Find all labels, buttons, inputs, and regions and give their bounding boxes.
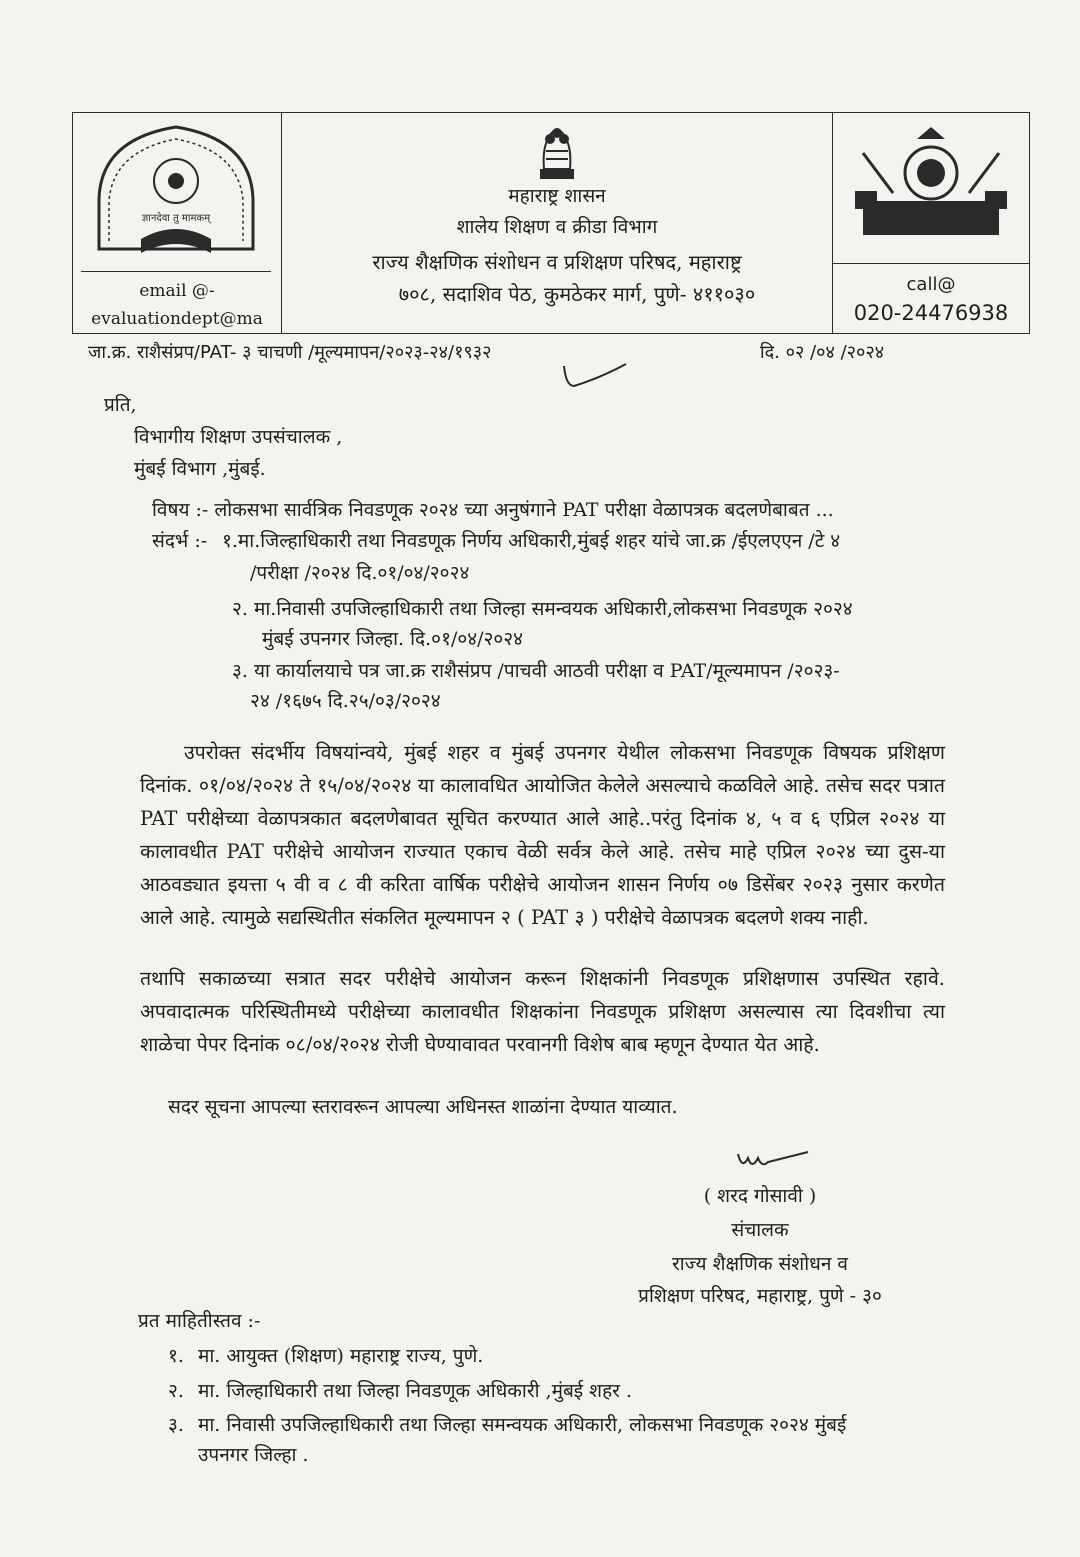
copy-to-item-number: ३. bbox=[168, 1414, 184, 1436]
copy-to-item-number: २. bbox=[168, 1380, 184, 1402]
copy-to-item-3-continued: उपनगर जिल्हा . bbox=[198, 1444, 309, 1466]
letterhead-phone bbox=[833, 271, 1029, 327]
reference-2-line-1: २. मा.निवासी उपजिल्हाधिकारी तथा जिल्हा समन्वयक अधिकारी,लोकसभा निवडणूक २०२४ bbox=[232, 598, 853, 620]
recipient-designation: विभागीय शिक्षण उपसंचालक , bbox=[134, 426, 343, 448]
copy-to-item-2 bbox=[168, 1376, 632, 1406]
signature-icon bbox=[732, 1146, 812, 1176]
letterhead-center bbox=[281, 113, 833, 333]
reference-1-line-2: /परीक्षा /२०२४ दि.०१/०४/२०२४ bbox=[250, 562, 470, 584]
references-label: संदर्भ :- bbox=[152, 530, 208, 552]
svg-text:ज्ञानदेवा तु मामकम्: ज्ञानदेवा तु मामकम् bbox=[141, 213, 211, 224]
copy-to-item-text: मा. आयुक्त (शिक्षण) महाराष्ट्र राज्य, पुणे. bbox=[198, 1345, 484, 1367]
letterhead bbox=[72, 112, 1030, 334]
reference-2-line-2: मुंबई उपनगर जिल्हा. दि.०१/०४/२०२४ bbox=[262, 628, 524, 650]
copy-to-item-3 bbox=[168, 1410, 846, 1440]
council-name: राज्य शैक्षणिक संशोधन व प्रशिक्षण परिषद, महाराष्ट्र bbox=[372, 250, 742, 274]
govt-name: महाराष्ट्र शासन bbox=[508, 185, 606, 207]
call-label: call@ bbox=[906, 274, 956, 295]
body-paragraph-2-text: तथापि सकाळच्या सत्रात सदर परीक्षेचे आयोजन करून शिक्षकांनी निवडणूक प्रशिक्षणास उपस्थित रहावे. अपवादात्मक परिस्थितीमध्ये परीक्षेच्या कालावधीत शिक्षकांना निवडणूक प्रशिक्षण असल्यास त्या दिवशीचा त्या शाळेचा पेपर दिनांक ०८/०४/२०२४ रोजी घेण्यावावत परवानगी विशेष बाब म्हणून देण्यात येत आहे. bbox=[140, 967, 945, 1056]
email-label: email @- bbox=[139, 281, 215, 301]
office-address: ७०८, सदाशिव पेठ, कुमठेकर मार्ग, पुणे- ४११०३० bbox=[398, 282, 756, 306]
scert-logo-icon bbox=[81, 119, 271, 272]
salutation: प्रति, bbox=[104, 394, 137, 416]
letterhead-email bbox=[73, 277, 281, 333]
reference-3-line-1: ३. या कार्यालयाचे पत्र जा.क्र राशैसंप्रप /पाचवी आठवी परीक्षा व PAT/मूल्यमापन /२०२३- bbox=[232, 660, 840, 682]
email-address: evaluationdept@ma bbox=[91, 309, 263, 329]
letterhead-right-column bbox=[832, 113, 1029, 333]
copy-to-item-1 bbox=[168, 1341, 483, 1371]
reference-number: जा.क्र. राशैसंप्रप/PAT- ३ चाचणी /मूल्यमापन/२०२३-२४/१९३२ bbox=[88, 342, 492, 363]
signatory-org-line-1: राज्य शैक्षणिक संशोधन व bbox=[672, 1253, 848, 1275]
reference-3-line-2: २४ /१६७५ दि.२५/०३/२०२४ bbox=[250, 690, 441, 712]
body-paragraph-1 bbox=[140, 736, 945, 934]
tick-mark-icon bbox=[560, 360, 630, 392]
signatory-designation: संचालक bbox=[731, 1219, 789, 1241]
body-paragraph-3: सदर सूचना आपल्या स्तरावरून आपल्या अधिनस्त शाळांना देण्यात याव्यात. bbox=[168, 1096, 678, 1118]
copy-to-item-number: १. bbox=[168, 1345, 184, 1367]
reference-1-line-1: १.मा.जिल्हाधिकारी तथा निवडणूक निर्णय अधिकारी,मुंबई शहर यांचे जा.क्र /ईएलएएन /टे ४ bbox=[222, 530, 841, 552]
signatory-org-line-2: प्रशिक्षण परिषद, महाराष्ट्र, पुणे - ३० bbox=[638, 1285, 882, 1307]
signatory-name: ( शरद गोसावी ) bbox=[703, 1185, 817, 1207]
department-name: शालेय शिक्षण व क्रीडा विभाग bbox=[456, 216, 658, 238]
phone-number: 020-24476938 bbox=[853, 301, 1009, 325]
body-paragraph-2 bbox=[140, 962, 945, 1061]
copy-to-item-text: मा. जिल्हाधिकारी तथा जिल्हा निवडणूक अधिकारी ,मुंबई शहर . bbox=[198, 1380, 633, 1402]
letter-date: दि. ०२ /०४ /२०२४ bbox=[760, 342, 885, 363]
copy-to-label: प्रत माहितीस्तव :- bbox=[138, 1310, 261, 1332]
body-paragraph-1-text: उपरोक्त संदर्भीय विषयांन्वये, मुंबई शहर व मुंबई उपनगर येथील लोकसभा निवडणूक विषयक प्रशिक्षण दिनांक. ०१/०४/२०२४ ते १५/०४/२०२४ या कालावधित आयोजित केलेले असल्याचे कळविले आहे. तसेच सदर पत्रात PAT परीक्षेच्या वेळापत्रकात बदलणेबावत सूचित करण्यात आले आहे..परंतु दिनांक ४, ५ व ६ एप्रिल २०२४ या कालावधीत PAT परीक्षेचे आयोजन राज्यात एकाच वेळी सर्वत्र केले आहे. तसेच माहे एप्रिल २०२४ च्या दुस-या आठवड्यात इयत्ता ५ वी व ८ वी करिता वार्षिक परीक्षेचे आयोजन शासन निर्णय ०७ डिसेंबर २०२३ नुसार करणेत आले आहे. त्यामुळे सद्यस्थितीत संकलित मूल्यमापन २ ( PAT ३ ) परीक्षेचे वेळापत्रक बदलणे शक्य नाही. bbox=[140, 741, 945, 929]
subject-line: विषय :- लोकसभा सार्वत्रिक निवडणूक २०२४ च्या अनुषंगाने PAT परीक्षा वेळापत्रक बदलणेबाबत ... bbox=[152, 499, 834, 521]
letterhead-left-column bbox=[73, 113, 282, 333]
recipient-division: मुंबई विभाग ,मुंबई. bbox=[134, 458, 266, 480]
national-emblem-icon bbox=[530, 117, 584, 187]
copy-to-item-text: मा. निवासी उपजिल्हाधिकारी तथा जिल्हा समन्वयक अधिकारी, लोकसभा निवडणूक २०२४ मुंबई bbox=[198, 1414, 847, 1436]
maharashtra-seal-icon bbox=[833, 113, 1029, 264]
